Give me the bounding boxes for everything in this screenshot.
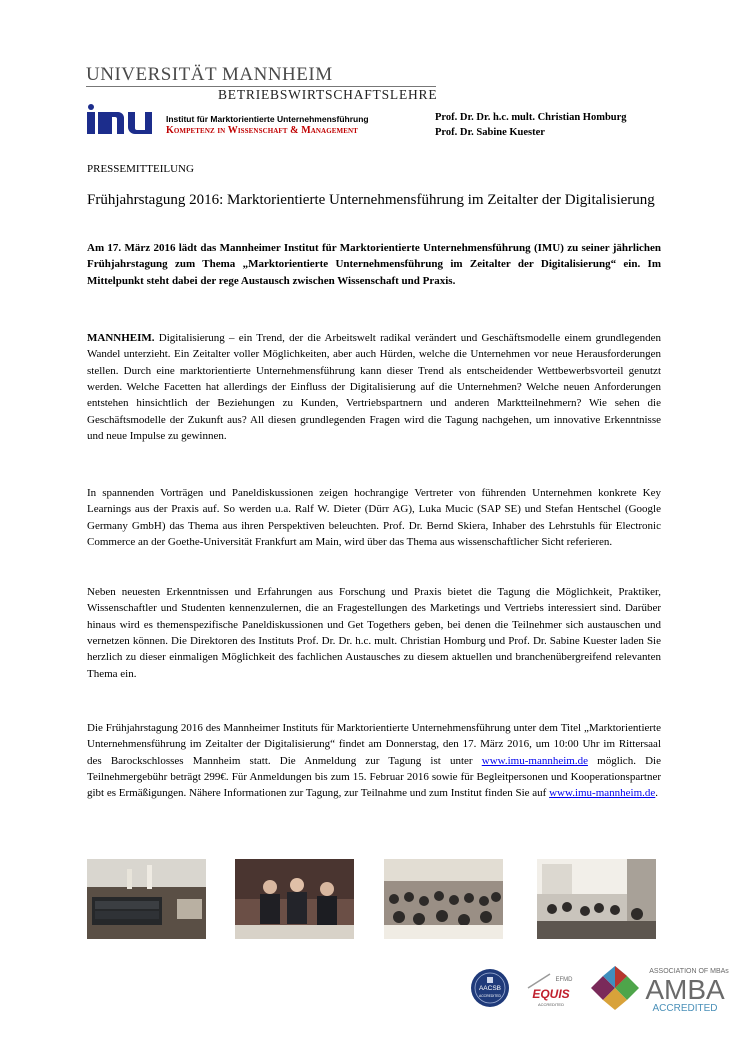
- photo-panel-speakers: [235, 859, 354, 939]
- equis-text: EQUIS: [532, 987, 570, 1001]
- paragraph-1: [87, 330, 661, 444]
- equis-logo: [520, 968, 582, 1012]
- paragraph-4-text-a: Die Frühjahrstagung 2016 des Mannheimer Instituts für Marktorientierte Unternehmensführung unter dem Titel „Marktorientierte Unternehmensführung im Zeitalter der Digitalisierung“ findet am Donnerstag, den 17. März 2016, um 10:00 Uhr im Rittersaal des Barockschlosses Mannheim statt. Die Anmeldung zur Tagung ist unter: [87, 722, 661, 767]
- efmd-text: EFMD: [555, 977, 573, 983]
- photo-audience: [384, 859, 503, 939]
- aacsb-text: AACSB: [478, 985, 502, 992]
- dateline: MANNHEIM.: [87, 332, 155, 344]
- paragraph-1-text: Digitalisierung – ein Trend, der die Arbeitswelt radikal verändert und Geschäftsmodelle einem grundlegenden Wandel unterzieht. Ein Zeitalter voller Möglichkeiten, aber auch Hürden, welche die Unternehmen vor neue Herausforderungen stellen. Durch eine marktorientierte Unternehmensführung kann dieser Trend als entscheidender Wettbewerbsvorteil genutzt werden. Welche Facetten hat allerdings der Einfluss der Digitalisierung auf die Unternehmen? Welche neuen Anforderungen entstehen hinsichtlich der Beziehungen zu Kunden, Vertriebspartnern und anderen Marktteilnehmern? Wie sehen die Geschäftsmodelle der Zukunft aus? All diesen grundlegenden Fragen wird die Tagung nachgehen, um innovative Erkenntnisse und neue Impulse zu gewinnen.: [87, 332, 661, 443]
- press-release-title: Frühjahrstagung 2016: Marktorientierte Unternehmensführung im Zeitalter der Digitalisierung: [87, 192, 655, 208]
- website-link-2[interactable]: www.imu-mannheim.de: [549, 787, 656, 800]
- amba-sub: ACCREDITED: [652, 1003, 718, 1014]
- aacsb-logo: [470, 968, 510, 1008]
- professor-1: Prof. Dr. Dr. h.c. mult. Christian Homburg: [435, 112, 627, 123]
- paragraph-4: [87, 720, 661, 802]
- equis-sub: ACCREDITED: [537, 1002, 565, 1007]
- institute-name: Institut für Marktorientierte Unternehmensführung: [166, 114, 369, 124]
- department-name: BETRIEBSWIRTSCHAFTSLEHRE: [218, 87, 438, 102]
- lead-paragraph: Am 17. März 2016 lädt das Mannheimer Institut für Marktorientierte Unternehmensführung (IMU) zu seiner jährlichen Frühjahrstagung zum Thema „Marktorientierte Unternehmensführung im Zeitalter der Digitalisierung“ ein. Im Mittelpunkt steht dabei der rege Austausch zwischen Wissenschaft und Praxis.: [87, 242, 661, 287]
- aacsb-sub: ACCREDITED: [478, 994, 502, 998]
- photo-conference-table: [87, 859, 206, 939]
- paragraph-4-text-b: möglich. Die Teilnehmergebühr beträgt 299€. Für Anmeldungen bis zum 15. Februar 2016 sowie für Begleitpersonen und Kooperationspartner gibt es Ermäßigungen. Nähere Informationen zur Tagung, zur Teilnahme und zum Institut finden Sie auf: [87, 754, 662, 800]
- imu-logo: [87, 104, 161, 134]
- amba-logo: [589, 964, 729, 1014]
- amba-text: AMBA: [645, 974, 725, 1005]
- university-name: UNIVERSITÄT MANNHEIM: [86, 64, 333, 85]
- amba-association: ASSOCIATION OF MBAs: [649, 968, 729, 975]
- paragraph-2: In spannenden Vorträgen und Paneldiskussionen zeigen hochrangige Vertreter von führenden Unternehmen konkrete Key Learnings aus der Praxis auf. So werden u.a. Ralf W. Dieter (Dürr AG), Luka Mucic (SAP SE) und Stefan Hentschel (Google Germany GmbH) das Thema aus ihren Perspektiven beleuchten. Prof. Dr. Bernd Skiera, Inhaber des Lehrstuhls für Electronic Commerce an der Goethe-Universität Frankfurt am Main, wird über das Thema aus wissenschaftlicher Sicht referieren.: [87, 487, 661, 549]
- professor-2: Prof. Dr. Sabine Kuester: [435, 127, 545, 138]
- website-link-1[interactable]: www.imu-mannheim.de: [481, 754, 588, 767]
- document-type: PRESSEMITTEILUNG: [87, 163, 194, 175]
- photo-foyer: [537, 859, 656, 939]
- paragraph-3: Neben neuesten Erkenntnissen und Erfahrungen aus Forschung und Praxis bietet die Tagung die Möglichkeit, Praktiker, Wissenschaftler und Studenten kennenzulernen, die an Fragestellungen des Marketings und Vertriebs interessiert sind. Darüber hinaus wird es themenspezifische Paneldiskussionen und Get Togethers geben, bei denen die Teilnehmer sich austauschen und vernetzen können. Die Direktoren des Instituts Prof. Dr. Dr. h.c. mult. Christian Homburg und Prof. Dr. Sabine Kuester laden Sie herzlich zu dieser einmaligen Möglichkeit des fachlichen Austausches zu diesem aktuellen und branchenübergreifend relevanten Thema ein.: [87, 586, 661, 680]
- institute-tagline: Kompetenz in Wissenschaft & Management: [166, 125, 358, 136]
- paragraph-4-text-c: .: [655, 787, 659, 800]
